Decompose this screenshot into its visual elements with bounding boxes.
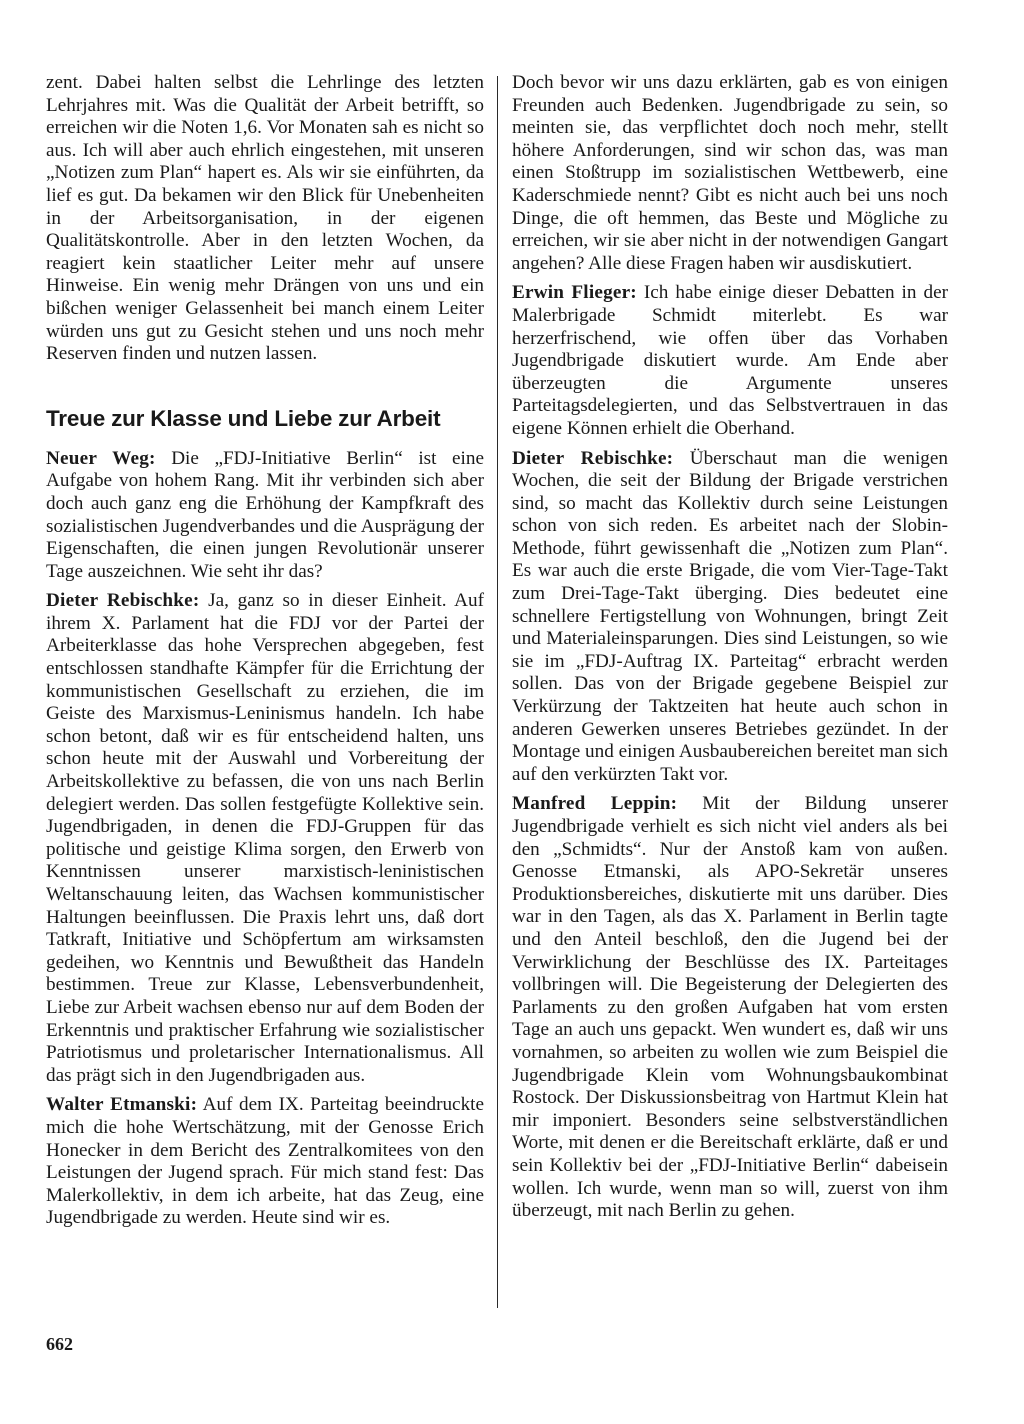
section-heading: Treue zur Klasse und Liebe zur Arbeit xyxy=(46,405,441,431)
intro-paragraph: zent. Dabei halten selbst die Lehrlinge des letzten Lehrjahres mit. Was die Qualität der Arbeit betrifft, so erreichen wir die Noten 1,6. Vor Monaten sah es nicht so aus. Ich will aber auch ehrlich eingestehen, mit unseren „Notizen zum Plan“ hapert es. Als wir sie einführten, da lief es gut. Da bekamen wir den Blick für Unebenheiten in der Arbeitsorganisation, in der eigenen Qualitätskontrolle. Aber in den letzten Wochen, da reagiert kein staatlicher Leiter mehr auf unsere Hinweise. Ein wenig mehr Drängen von uns und ein bißchen weniger Gelassenheit bei manch einem Leiter würden uns gut zu Gesicht stehen und uns noch mehr Reserven finden und nutzen lassen. xyxy=(46,72,484,365)
paragraph xyxy=(512,282,948,440)
paragraph xyxy=(46,590,484,1087)
right-column xyxy=(512,72,948,1223)
paragraph-text: Doch bevor wir uns dazu erklärten, gab es von einigen Freunden auch Bedenken. Jugendbrigade zu sein, so meinten sie, das verpflichtet doch noch mehr, stellt höhere Anforderungen, sind wir schon das, was man einen Stoßtrupp im sozialistischen Wettbewerb, eine Kaderschmiede nennt? Gibt es nicht auch bei uns noch Dinge, die oft hemmen, das Beste und Mögliche zu erreichen, wir sie aber nicht in der notwendigen Gangart angehen? Alle diese Fragen haben wir ausdiskutiert. xyxy=(512,72,948,274)
paragraph xyxy=(512,793,948,1222)
paragraph-text: Die „FDJ-Initiative Berlin“ ist eine Aufgabe von hohem Rang. Mit ihr verbinden sich aber doch auch ganz eng die Erhöhung der Kampfkraft des sozialistischen Jugendverbandes und die Ausprägung der Eigenschaften, die einen jungen Revolutionär unserer Tage auszeichnen. Wie seht ihr das? xyxy=(46,447,484,582)
paragraph-text: Ja, ganz so in dieser Einheit. Auf ihrem X. Parlament hat die FDJ vor der Partei der Arbeiterklasse das hohe Versprechen abgegeben, fest entschlossen standhafte Kämpfer für die Errichtung der kommunistischen Gesellschaft zu erziehen, die im Geiste des Marxismus-Leninismus handeln. Ich habe schon betont, daß wir es für entscheidend halten, uns schon heute mit der Auswahl und Vorbereitung der Arbeitskollektive zu befassen, die von uns nach Berlin delegiert werden. Das sollen festgefügte Kollektive sein. Jugendbrigaden, in denen die FDJ-Gruppen für das politische und geistige Klima sorgen, den Erwerb von Kenntnissen unserer marxistisch-leninistischen Weltanschauung leiten, das Wachsen kommunistischer Haltungen beeinflussen. Die Praxis lehrt uns, daß dort Tatkraft, Initiative und Schöpfertum am wirksamsten gedeihen, wo Kenntnis und Bewußtheit das Handeln bestimmen. Treue zur Klasse, Lebensverbundenheit, Liebe zur Arbeit wachsen ebenso nur auf dem Boden der Erkenntnis und praktischer Erfahrung wie sozialistischer Patriotismus und proletarischer Internationalismus. All das prägt sich in den Jugendbrigaden aus. xyxy=(46,590,484,1086)
speaker-name: Manfred Leppin: xyxy=(512,793,678,815)
paragraph-text: Überschaut man die wenigen Wochen, die seit der Bildung der Brigade verstrichen sind, so macht das Kollektiv durch seine Leistungen schon von sich reden. Es arbeitet nach der Slobin-Methode, führt gewissenhaft die „Notizen zum Plan“. Es war auch die erste Brigade, die vom Vier-Tage-Takt zum Drei-Tage-Takt überging. Dies bedeutet eine schnellere Fertigstellung von Wohnungen, bringt Zeit und Materialeinsparungen. Dies sind Leistungen, so wie sie im „FDJ-Auftrag IX. Parteitag“ erbracht werden sollen. Das von der Brigade gegebene Beispiel zur Verkürzung der Taktzeiten hat heute auch schon in anderen Gewerken unseres Betriebes gezündet. In der Montage und einigen Ausbaubereichen bereitet man sich auf den verkürzten Takt vor. xyxy=(512,447,948,785)
paragraph xyxy=(46,1094,484,1230)
paragraph-text: Mit der Bildung unserer Jugendbrigade verhielt es sich nicht viel anders als bei den „Schmidts“. Nur der Anstoß kam von außen. Genosse Etmanski, als APO-Sekretär unseres Produktionsbereiches, diskutierte mit uns darüber. Dies war in den Tagen, als das X. Parlament in Berlin tagte und den Anteil beschloß, den die Jugend bei der Verwirklichung der Beschlüsse des IX. Parteitages vollbringen will. Die Begeisterung der Delegierten des Parlaments zu den großen Aufgaben hat vom ersten Tage an auch uns gepackt. Wen wundert es, daß wir uns vornahmen, so arbeiten zu wollen wie zum Beispiel die Jugendbrigade Klein vom Wohnungsbaukombinat Rostock. Der Diskussionsbeitrag von Hartmut Klein hat mir imponiert. Besonders seine selbstverständlichen Worte, mit denen er die Bereitschaft erklärte, daß er und sein Kollektiv bei der „FDJ-Initiative Berlin“ dabeisein wollen. Ich wurde, wenn man so will, zuerst von ihm überzeugt, mit nach Berlin zu gehen. xyxy=(512,793,948,1222)
speaker-name: Erwin Flieger: xyxy=(512,282,637,304)
paragraph-text: Auf dem IX. Parteitag beeindruckte mich die hohe Wertschätzung, mit der Genosse Erich Honecker in dem Bericht des Zentralkomitees von den Leistungen der Jugend sprach. Für mich stand fest: Das Malerkollektiv, in dem ich arbeite, hat das Zeug, eine Jugendbrigade zu werden. Heute sind wir es. xyxy=(46,1094,485,1229)
page-number: 662 xyxy=(46,1334,73,1354)
left-column xyxy=(46,72,484,1230)
speaker-name: Neuer Weg: xyxy=(46,447,156,469)
paragraph xyxy=(46,448,484,584)
paragraph xyxy=(512,448,948,787)
speaker-name: Dieter Rebischke: xyxy=(512,447,674,469)
paragraph xyxy=(512,72,948,275)
speaker-name: Walter Etmanski: xyxy=(46,1094,198,1116)
paragraph-text: Ich habe einige dieser Debatten in der Malerbrigade Schmidt miterlebt. Es war herzerfrischend, wie offen über das Vorhaben Jugendbrigade diskutiert wurde. Am Ende aber überzeugten die Argumente unseres Parteitagsdelegierten, und das Selbstvertrauen in das eigene Können erhielt die Oberhand. xyxy=(512,282,948,439)
column-divider xyxy=(497,76,498,1308)
speaker-name: Dieter Rebischke: xyxy=(46,590,200,612)
